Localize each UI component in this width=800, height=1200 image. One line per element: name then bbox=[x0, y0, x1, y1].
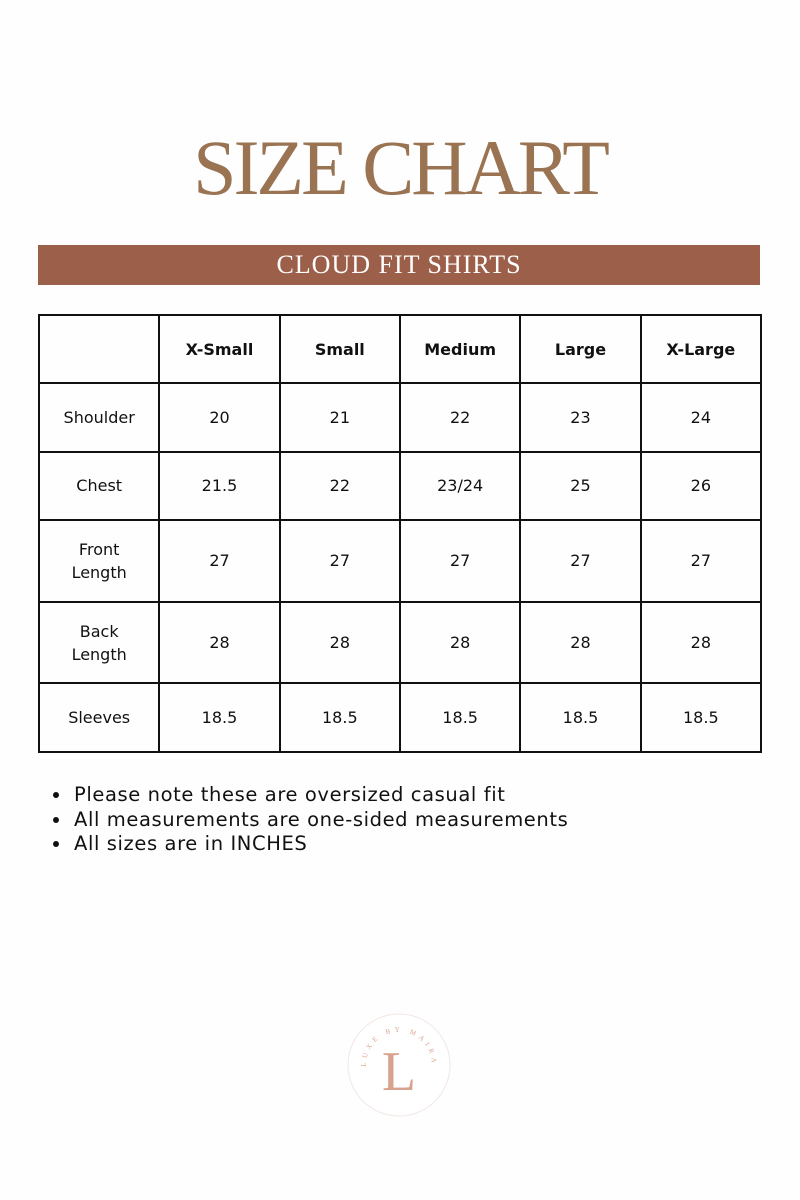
row-label: Sleeves bbox=[39, 683, 159, 752]
row-label: Shoulder bbox=[39, 383, 159, 452]
row-label: Front Length bbox=[39, 520, 159, 602]
table-header-cell: Medium bbox=[400, 315, 520, 383]
brand-logo bbox=[346, 1012, 452, 1118]
table-cell: 28 bbox=[400, 602, 520, 684]
logo-icon bbox=[346, 1012, 452, 1118]
logo-letter: L bbox=[381, 1041, 417, 1103]
table-row bbox=[39, 683, 761, 752]
table-cell: 18.5 bbox=[280, 683, 400, 752]
table-row bbox=[39, 383, 761, 452]
list-item: • All sizes are in INCHES bbox=[72, 832, 568, 857]
table-cell: 24 bbox=[641, 383, 761, 452]
table-cell: 21 bbox=[280, 383, 400, 452]
list-item: • Please note these are oversized casual fit bbox=[72, 783, 568, 808]
notes-list bbox=[48, 783, 568, 857]
table-cell: 27 bbox=[641, 520, 761, 602]
row-label: Chest bbox=[39, 452, 159, 521]
table-cell: 25 bbox=[520, 452, 640, 521]
table-cell: 27 bbox=[280, 520, 400, 602]
table-cell: 28 bbox=[280, 602, 400, 684]
table-header-cell: Small bbox=[280, 315, 400, 383]
table-cell: 27 bbox=[159, 520, 279, 602]
table-cell: 26 bbox=[641, 452, 761, 521]
table-row bbox=[39, 520, 761, 602]
table-cell: 21.5 bbox=[159, 452, 279, 521]
row-label: Back Length bbox=[39, 602, 159, 684]
table-cell: 22 bbox=[280, 452, 400, 521]
table-cell: 18.5 bbox=[159, 683, 279, 752]
table-header-cell: X-Small bbox=[159, 315, 279, 383]
table-cell: 22 bbox=[400, 383, 520, 452]
table-cell: 28 bbox=[520, 602, 640, 684]
table-cell: 28 bbox=[641, 602, 761, 684]
product-banner: CLOUD FIT SHIRTS bbox=[38, 245, 760, 285]
table-header-cell: Large bbox=[520, 315, 640, 383]
page-title: SIZE CHART bbox=[193, 124, 607, 211]
table-cell: 23/24 bbox=[400, 452, 520, 521]
table-cell: 27 bbox=[400, 520, 520, 602]
table-row bbox=[39, 452, 761, 521]
logo-arc-text: LUXE BY MAIRA bbox=[359, 1025, 439, 1067]
table-cell: 23 bbox=[520, 383, 640, 452]
table-row bbox=[39, 602, 761, 684]
table-cell: 18.5 bbox=[520, 683, 640, 752]
size-table bbox=[38, 314, 762, 753]
table-cell: 18.5 bbox=[400, 683, 520, 752]
table-cell: 18.5 bbox=[641, 683, 761, 752]
table-cell: 28 bbox=[159, 602, 279, 684]
list-item: • All measurements are one-sided measurements bbox=[72, 808, 568, 833]
table-cell: 20 bbox=[159, 383, 279, 452]
table-header-cell bbox=[39, 315, 159, 383]
table-cell: 27 bbox=[520, 520, 640, 602]
table-header-cell: X-Large bbox=[641, 315, 761, 383]
table-header-row bbox=[39, 315, 761, 383]
